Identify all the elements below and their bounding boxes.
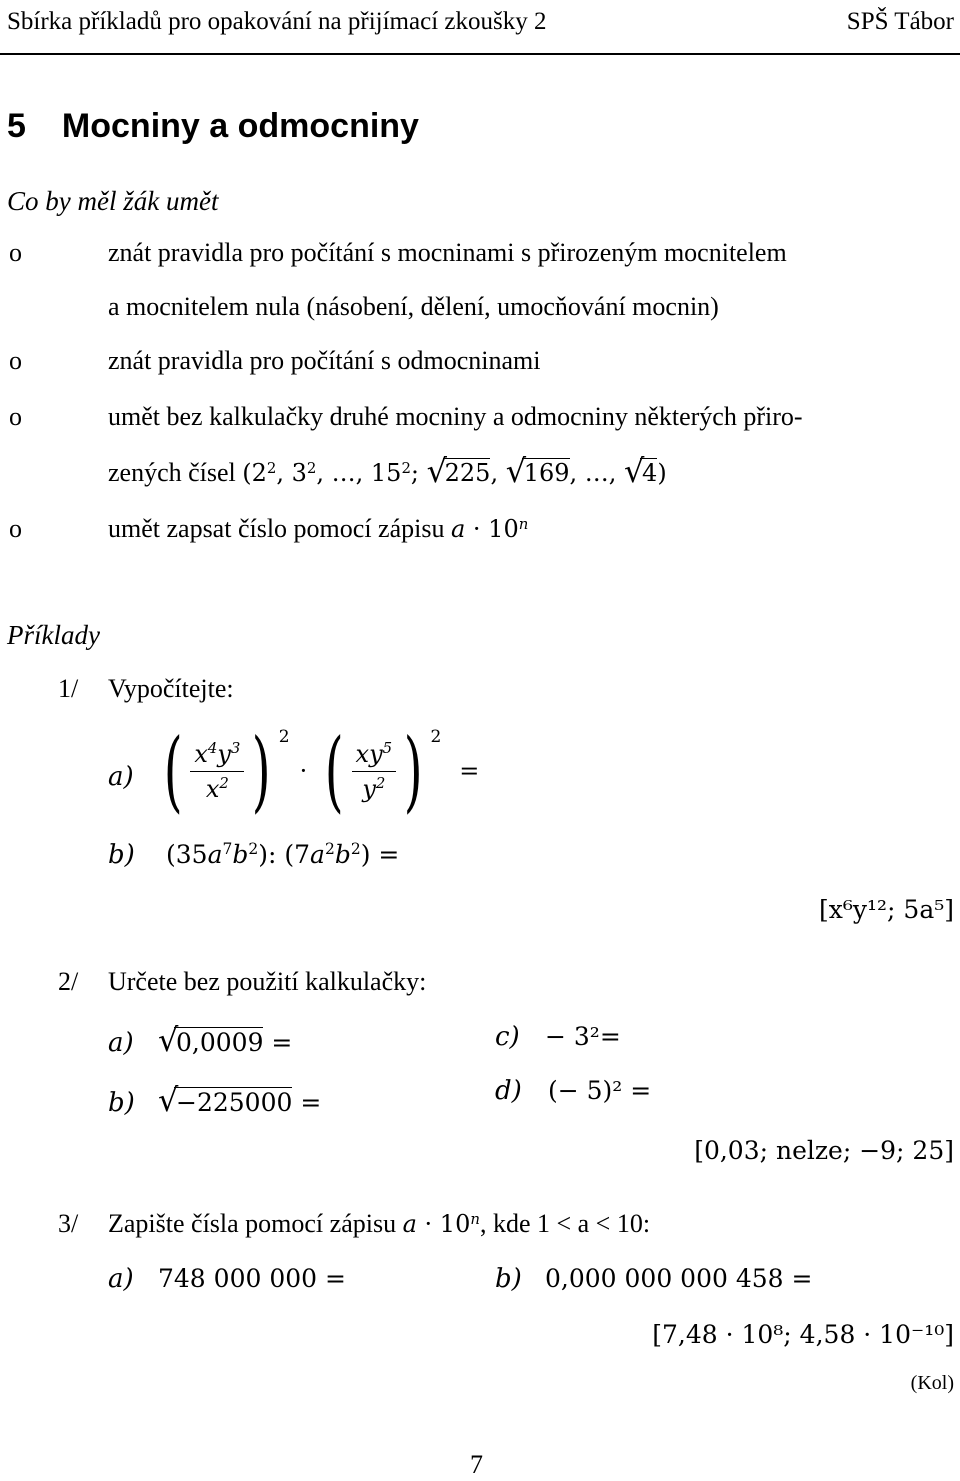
exercise-2a-expression: √ 0,0009 = — [158, 1021, 293, 1059]
exercise-3-notation: $a \cdot 10^n$ — [402, 1209, 480, 1238]
exercise-2a-label: a) — [108, 1028, 134, 1058]
scientific-notation: $a \cdot 10^n$ — [450, 514, 529, 543]
bullet-icon: o — [9, 346, 22, 375]
header-rule — [0, 53, 960, 55]
exercise-3-prompt-tail: , kde 1 < a < 10: — [479, 1209, 651, 1238]
exercise-2-answer: [0,03; nelze; −9; 25] — [694, 1136, 954, 1165]
exercise-2a-radicand: 0,0009 — [176, 1028, 264, 1057]
skill-item-3-cont — [108, 452, 667, 490]
skill-item-4 — [108, 514, 528, 544]
exercise-2b-label: b) — [108, 1088, 135, 1118]
exercise-3-prompt — [108, 1209, 650, 1239]
exercise-1a-expression: ( $\frac{x^4y^3}{x^2}$ ) 2 · ( $\frac{xy^5}{y^2}$ ) 2 = — [163, 719, 480, 822]
skill-item-3: umět bez kalkulačky druhé mocniny a odmocniny některých přiro- — [108, 402, 803, 431]
exercise-2b-radicand: −225000 — [176, 1088, 293, 1117]
skills-heading: Co by měl žák umět — [7, 186, 219, 216]
exercise-2d-expression: (− 5)² = — [548, 1076, 652, 1105]
bullet-icon: o — [9, 402, 22, 431]
author-note: (Kol) — [910, 1372, 954, 1394]
exercise-3-answer: [7,48 · 10⁸; 4,58 · 10⁻¹⁰] — [652, 1320, 954, 1349]
exercise-2d-label: d) — [495, 1076, 522, 1106]
exercise-3b-expression: 0,000 000 000 458 = — [545, 1264, 813, 1293]
chapter-title — [7, 107, 419, 146]
skill-item-2: znát pravidla pro počítání s odmocninami — [108, 346, 541, 375]
examples-heading: Příklady — [7, 620, 100, 650]
exercise-1-answer: [x⁶y¹²; 5a⁵] — [819, 895, 954, 924]
exercise-3a-expression: 748 000 000 = — [158, 1264, 346, 1293]
exercise-2b-expression: √ −225000 = — [158, 1081, 322, 1119]
exercise-1a-label: a) — [108, 762, 134, 792]
skill-item-1: znát pravidla pro počítání s mocninami s přirozeným mocnitelem — [108, 238, 787, 267]
exercise-1b-label: b) — [108, 840, 135, 870]
header-school: SPŠ Tábor — [846, 8, 954, 35]
exercise-3-number: 3/ — [58, 1209, 79, 1238]
exercise-3a-label: a) — [108, 1264, 134, 1294]
exercise-2c-expression: − 3²= — [545, 1022, 621, 1051]
chapter-number: 5 — [7, 107, 26, 145]
skill-item-3-cont-text: zených čísel — [108, 458, 236, 487]
chapter-title-text: Mocniny a odmocniny — [61, 107, 419, 145]
page-number: 7 — [470, 1450, 483, 1479]
exercise-2-number: 2/ — [58, 967, 79, 996]
exercise-2-prompt: Určete bez použití kalkulačky: — [108, 967, 427, 996]
exercise-1-prompt: Vypočítejte: — [108, 674, 234, 703]
exercise-2c-label: c) — [495, 1022, 520, 1052]
header-title: Sbírka příkladů pro opakování na přijímací zkoušky 2 — [7, 8, 547, 35]
exercise-1b-expression: $(35a^7b^2)$: $(7a^2b^2)$ = — [166, 840, 400, 869]
squares-list: ($2^2$, $3^2$, …, $15^2$; √ 225, √ 169, …, √ 4) — [242, 452, 667, 490]
exercise-1-number: 1/ — [58, 674, 79, 703]
bullet-icon: o — [9, 514, 22, 543]
bullet-icon: o — [9, 238, 22, 267]
exercise-3b-label: b) — [495, 1264, 522, 1294]
skill-item-4-text: umět zapsat číslo pomocí zápisu — [108, 514, 445, 543]
skill-item-1-cont: a mocnitelem nula (násobení, dělení, umocňování mocnin) — [108, 292, 719, 321]
exercise-3-prompt-text: Zapište čísla pomocí zápisu — [108, 1209, 397, 1238]
